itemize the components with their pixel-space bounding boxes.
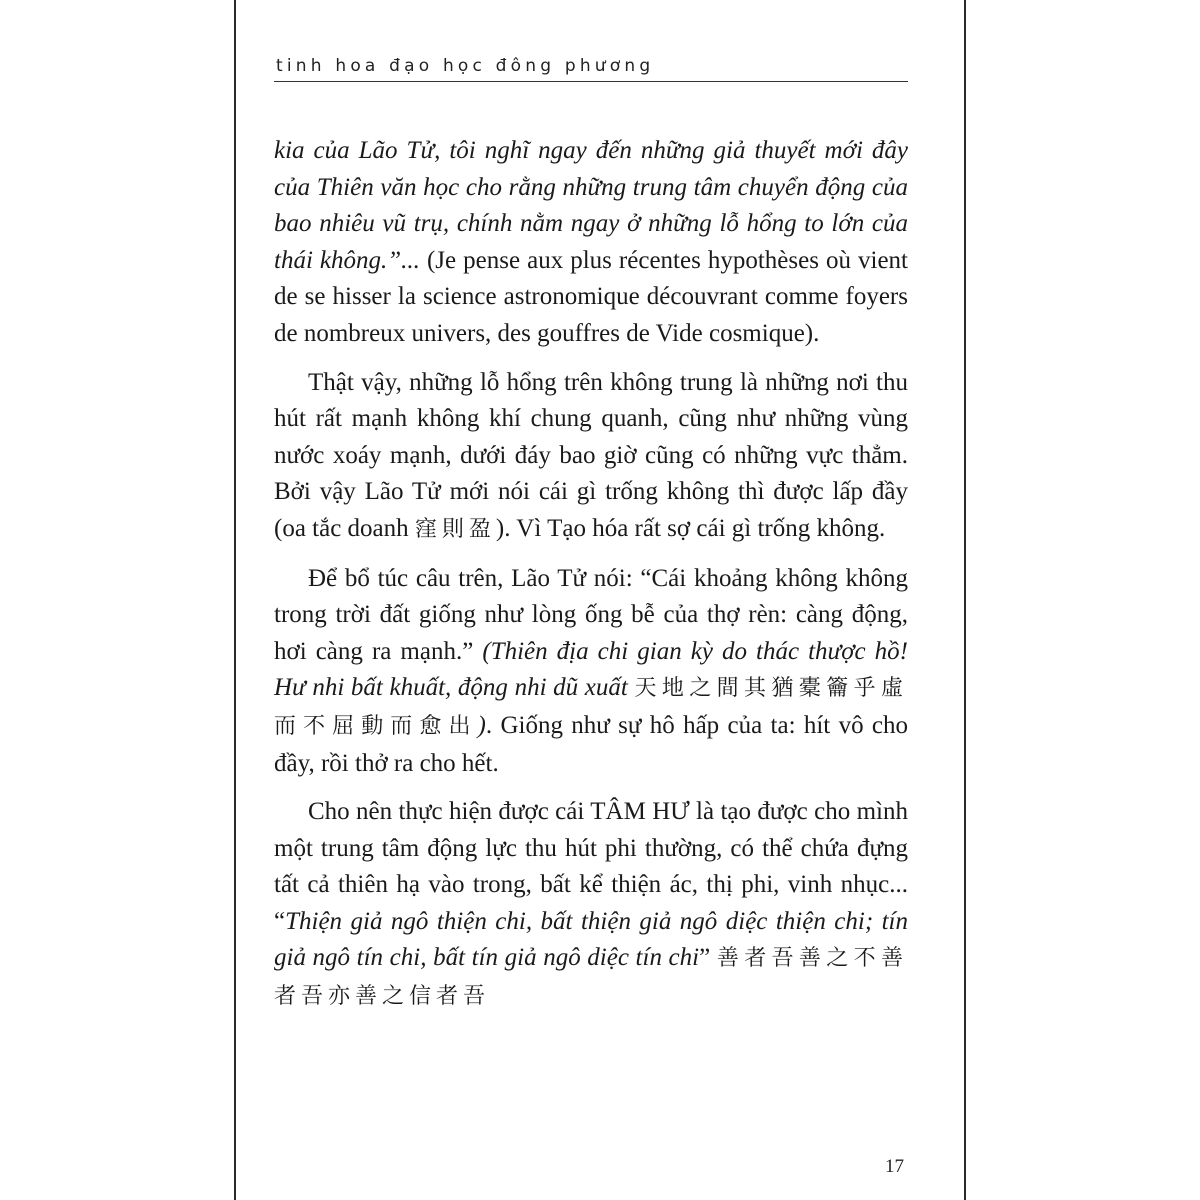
paragraph-1: [274, 133, 908, 353]
paragraph-3-text-end: . Giống như sự hô hấp của ta: hít vô cho đầy, rồi thở ra cho hết.: [274, 711, 908, 777]
chinese-text: 天地之間其猶橐籥乎虛而不屈動而愈出: [274, 676, 908, 739]
paragraph-4: [274, 794, 908, 1016]
closing-paren: ): [477, 711, 486, 739]
running-header: tinh hoa đạo học đông phương: [276, 56, 655, 76]
chinese-text: 善者吾善之不善者吾亦善之信者吾: [274, 946, 908, 1010]
page-number: 17: [885, 1156, 904, 1177]
body-text: [274, 133, 908, 1016]
chinese-text: 窪則盈: [414, 516, 496, 542]
french-translation: (Je pense aux plus récentes hypothèses où vient de se hisser la science astronomique découvrant comme foyers de nombreux univers, des gouffres de Vide cosmique).: [274, 246, 908, 347]
paragraph-2: [274, 365, 908, 549]
closing-quote: ”: [699, 944, 717, 972]
paragraph-4-text: Cho nên thực hiện được cái TÂM HƯ là tạo được cho mình một trung tâm động lực thu hút phi thường, có thể chứa đựng tất cả thiên hạ vào trong, bất kể thiện ác, thị phi, vinh nhục... “: [274, 798, 908, 935]
italic-quote: kia của Lão Tử, tôi nghĩ ngay đến những giả thuyết mới đây của Thiên văn học cho rằng những trung tâm chuyển động của bao nhiêu vũ trụ, chính nằm ngay ở những lỗ hổng to lớn của thái không.”...: [274, 137, 908, 274]
transliteration-text: (Thiên địa chi gian kỳ do thác thược hồ! Hư nhi bất khuất, động nhi dũ xuất: [274, 637, 908, 702]
paragraph-2-text-end: ). Vì Tạo hóa rất sợ cái gì trống không.: [495, 514, 886, 542]
paragraph-2-text: Thật vậy, những lỗ hổng trên không trung là những nơi thu hút rất mạnh không khí chung quanh, cũng như những vùng nước xoáy mạnh, dưới đáy bao giờ cũng có những vực thẳm. Bởi vậy Lão Tử mới nói cái gì trống không thì được lấp đầy (oa tắc doanh: [274, 368, 908, 542]
header-rule: [274, 81, 908, 82]
italic-quote: Thiện giả ngô thiện chi, bất thiện giả ngô diệc thiện chi; tín giả ngô tín chi, bất tín giả ngô diệc tín chi: [274, 907, 908, 972]
book-page: [234, 0, 966, 1200]
paragraph-3: [274, 561, 908, 783]
paragraph-3-text: Để bổ túc câu trên, Lão Tử nói: “Cái khoảng không không trong trời đất giống như lòng ống bễ của thợ rèn: càng động, hơi càng ra mạnh.”: [274, 564, 908, 665]
